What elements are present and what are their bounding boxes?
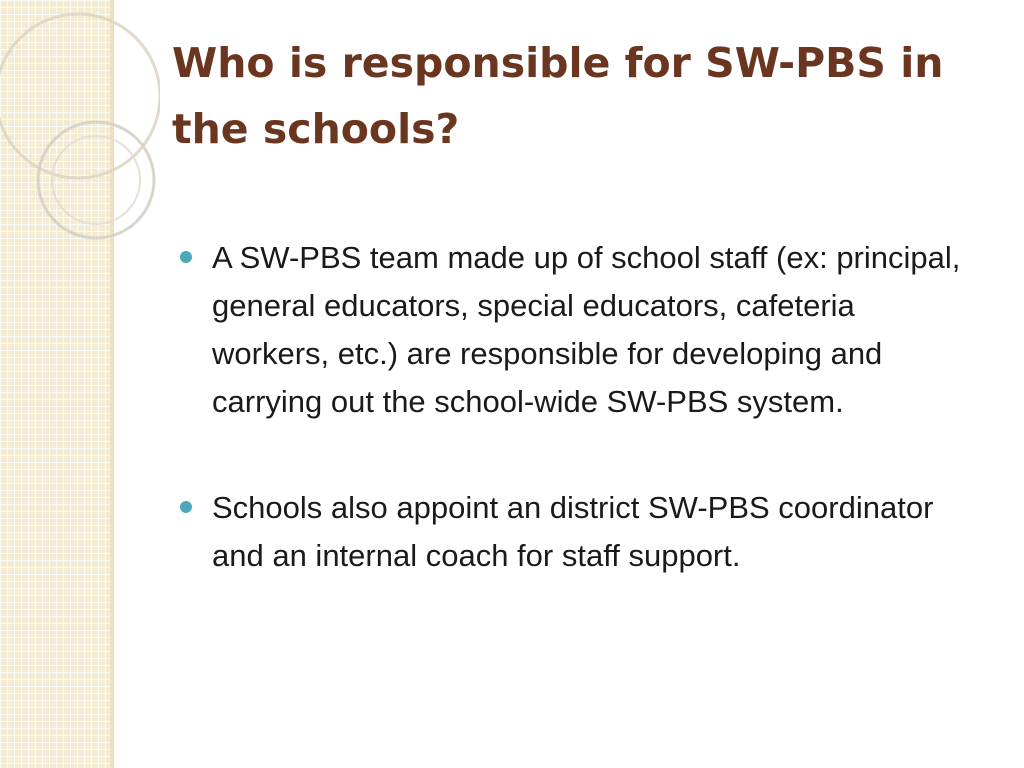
bullet-dot-icon [180, 251, 192, 263]
slide-title: Who is responsible for SW-PBS in the schools? [172, 39, 944, 153]
bullet-list [180, 234, 970, 580]
decorative-rings-icon [0, 0, 160, 260]
bullet-item [180, 484, 970, 580]
bullet-dot-icon [180, 501, 192, 513]
bullet-item [180, 234, 970, 426]
bullet-text: A SW-PBS team made up of school staff (ex: principal, general educators, special educators, cafeteria workers, etc.) are responsible for developing and carrying out the school-wide SW-PBS system. [212, 240, 961, 419]
bullet-text: Schools also appoint an district SW-PBS coordinator and an internal coach for staff support. [212, 490, 934, 573]
